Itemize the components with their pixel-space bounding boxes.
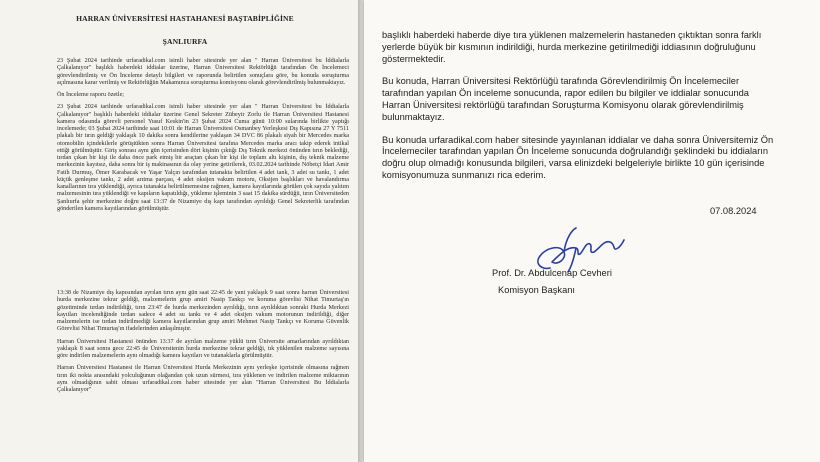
letter-date: 07.08.2024 bbox=[710, 206, 757, 216]
right-document-page bbox=[364, 0, 820, 462]
signer-name: Prof. Dr. Abdulcenap Cevheri bbox=[492, 268, 612, 278]
paragraph: 23 Şubat 2024 tarihinde urfaradikal.com isimli haber sitesinde yer alan " Harran Üniversitesi bu İddialarla Çalkalanıyor" başlıklı haberdeki iddialar üzerine Genel Sekreter Zübeyir Zorlu ile Harran Üniversitesi Hastanesi kamera odasında görevli personel Yusuf Keskin'in 23 Şubat 2024 Cuma günü 10:00 sularında birlikte yaptığı incelemede; 03 Şubat 2024 tarihinde saat 10:01 de Harran Üniversitesi Osmanbey Yerleşkesi Dış Kapısına 27 Y 7511 plakalı bir tırın geldiği yaklaşık 10 dakika sonra kendilerine yaklaşan 34 DVC 86 plakalı siyah bir Mercedes marka otomobilin içindekilerle görüştükten sonra Harran Üniversitesi tarafına Mercedes marka aracı takip ederek intikal ettiği görülmüştür. Giriş sonrası aynı gün içerisinden dört kişinin çıktığı Dış Teknik merkezi önünden tırın beklediği, tırdan çıkan bir kişi ile daha önce park etmiş bir araçtan çıkan bir kişi ile toplam altı kişinin, dış teknik malzeme merkezinin kayıtsız, daha sonra bir iş makinasının da olay yerine getirilerek, 03.02.2024 tarihinde Nöbetçi İdari Amir Fatih Durmuş, Ömer Karabacak ve Yaşar Yalçın tarafından tutanakta belirtilen 4 adet tank, 3 adet su tankı, 1 adet küçük genleşme tankı, 2 adet arıtma parçası, 4 adet oksijen vakum motoru, Oksijen başlıkları ve havalandırma kanallarının tıra yüklendiği, ayrıca tutanakta belirtilmemesine rağmen, kamera kayıtlarında görülen çok sayıda yalıtım malzemesinin tıra yüklendiği ve kapıların kapatıldığı, yükleme işleminin 3 saat 15 dakika sürdüğü, tırın Üniversiteden Şanlıurfa şehir merkezine doğru saat 13:37 de Nizamiye dış kapı tarafından ayrıldığı Genel Sekreterlik tarafından gönderilen kamera kayıtlarından görülmüştür. bbox=[57, 104, 349, 212]
signature-stroke bbox=[538, 228, 624, 272]
left-body-top bbox=[57, 58, 349, 218]
letter-recipient-heading: HARRAN ÜNİVERSİTESİ HASTAHANESİ BAŞTABİPLİĞİNE bbox=[76, 14, 294, 23]
paragraph: Bu konuda urfaradikal.com haber sitesinde yayınlanan iddialar ve daha sonra Üniversitemiz Ön İncelemeciler tarafından yapılan Ön İnceleme sonucunda doğrulandığı şeklindeki bu iddiaların doğru olup olmadığı konusunda bilgileri, varsa elinizdeki belgeleriyle birlikte 10 gün içerisinde komisyonumuza sunmanızı rica ederim. bbox=[382, 134, 774, 180]
left-document-page bbox=[0, 0, 358, 462]
paragraph: başlıklı haberdeki haberde diye tıra yüklenen malzemelerin hastaneden çıktıktan sonra farklı yerlerde büyük bir kısmının indirildiği, hurda merkezine getirilmediği iddiasının doğruluğunu göstermektedir. bbox=[382, 30, 762, 64]
letter-recipient-city: ŞANLIURFA bbox=[162, 37, 208, 46]
paragraph: Bu konuda, Harran Üniversitesi Rektörlüğü tarafında Görevlendirilmiş Ön İncelemeciler tarafından yapılan Ön inceleme sonucunda, rapor edilen bu bilgiler ve iddialar sonucunda Harran Üniversitesi rektörlüğü tarafından Soruşturma Komisyonu olarak görevlendirilmiş bulunmaktayız. bbox=[382, 76, 749, 122]
paragraph: Ön İnceleme raporu özetle; bbox=[57, 92, 125, 98]
signer-title: Komisyon Başkanı bbox=[498, 285, 575, 295]
paragraph: 23 Şubat 2024 tarihinde urfaradikal.com isimli haber sitesinde yer alan " Harran Üniversitesi bu İddialarla Çalkalanıyor" başlıklı haberdeki iddialar üzerine, Harran Üniversitesi Rektörlüğü tarafından Ön İncelemeci görevlendirilmiş ve Ön İnceleme detaylı bilgileri ve raporunda belirtilen sonuçlara göre, bu konuda soruşturma açılmasına karar verilmiş ve Rektörlüğün Makamınca soruşturma komisyonu olarak görevlendirilmiş bulunmaktayız. bbox=[57, 58, 349, 86]
paragraph: Harran Üniversitesi Hastanesi ile Harran Üniversitesi Hurda Merkezinin aynı yerleşke içerisinde olmasına rağmen tırın iki nokta arasındaki yolculuğunun olağandan çok uzun sürmesi, tıra yüklenen ve indirilen malzeme miktarının aynı olmadığının sabit olması urfaradikal.com haber sitesinde yer alan "Harran Üniversitesi Bu İddialarla Çalkalanıyor" bbox=[57, 365, 349, 393]
left-body-bottom bbox=[57, 290, 349, 399]
paragraph: 13:38 de Nizamiye dış kapısından ayrılan tırın aynı gün saat 22:45 de yani yaklaşık 9 saat sonra harran Üniversitesi hurda merkezine tekrar geldiği, malzemelerin grup amiri Nasip Tankçı ve koruma görevlisi Nihat Timurtaş'ın gözetiminde tırdan indirildiği, tırın 23:47 de hurda merkezinden ayrıldığı, tırın ayrıldıktan sonraki Hurda Merkezi kayıtları incelendiğinde tırdan sadece 4 adet su tankı ve 4 adet oksijen vakum motorunun indirildiği, diğer malzemelerin ise tırdan indirilmediği kamera kayıtlarından grup amiri Mehmet Nasip Tankçı ve Koruma Güvenlik Görevlisi Nihat Timurtaş'ın ifadelerinden anlaşılmıştır. bbox=[57, 290, 349, 333]
paragraph: Harran Üniversitesi Hastanesi önünden 13:37 de ayrılan malzeme yüklü tırın Üniversite amarlarından ayrıldıktan yaklaşık 8 saat sonra gece 22:45 de Üniversitenin hurda merkezine tekrar geldiği, tık yüklenilen malzeme sayısına göre indirilen malzemelerin aynı olmadığı kamera kayıtları ve tutanaklarla görülmüştür. bbox=[57, 338, 349, 359]
right-body bbox=[382, 30, 777, 193]
